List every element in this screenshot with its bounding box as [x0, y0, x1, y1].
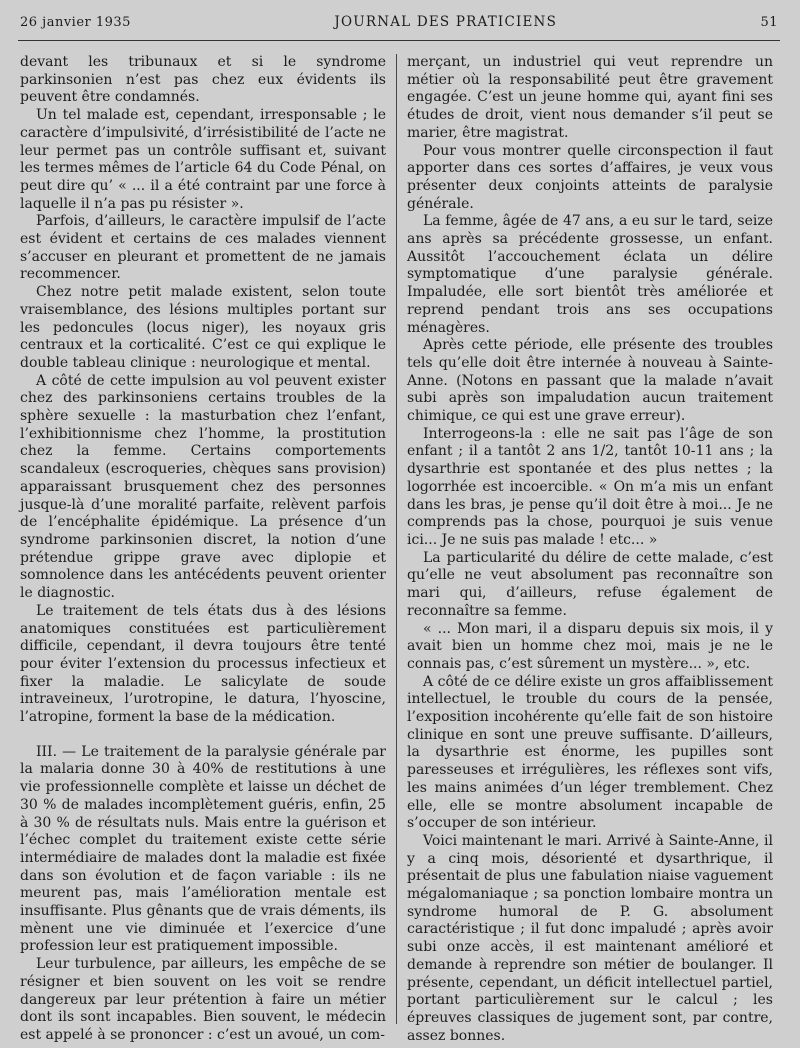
- section-paragraph: III. — Le traitement de la paralysie générale par la malaria donne 30 à 40% de restitutions à une vie professionnelle complète et laisse un déchet de 30 % de malades incomplètement guéris, enfin, 25 à 30 % de résultats nuls. Mais entre la guérison et l’échec complet du traitement existe cette série intermédiaire de malades dont la maladie est fixée dans son évolution et de façon variable : ils ne meurent pas, mais l’amélioration mentale est insuffisante. Plus gênants que de vrais déments, ils mènent une vie diminuée et l’exercice d’une profession leur est pratiquement impossible.: [20, 743, 386, 955]
- paragraph: A côté de cette impulsion au vol peuvent exister chez des parkinsoniens certains troubles de la sphère sexuelle : la masturbation chez l’enfant, l’exhibitionnisme chez l’homme, la prostitution chez la femme. Certains comportements scandaleux (escroqueries, chèques sans provision) apparaissant brusquement chez des personnes jusque-là d’une moralité parfaite, relèvent parfois de l’encéphalite épidémique. La présence d’un syndrome parkinsonien discret, la notion d’une prétendue grippe grave avec diplopie et somnolence dans les antécédents peuvent orienter le diagnostic.: [20, 372, 386, 602]
- left-column: [20, 54, 396, 1043]
- page-header: [20, 14, 778, 32]
- paragraph: Le traitement de tels états dus à des lésions anatomiques constituées est particulièrement difficile, cependant, il devra toujours être tenté pour éviter l’extension du processus infectieux et fixer la maladie. Le salicylate de soude intraveineux, l’urotropine, le datura, l’hyoscine, l’atropine, forment la base de la médication.: [20, 602, 386, 726]
- paragraph: Parfois, d’ailleurs, le caractère impulsif de l’acte est évident et certains de ces malades viennent s’accuser en pleurant et promettent de ne jamais recommencer.: [20, 213, 386, 283]
- paragraph: Leur turbulence, par ailleurs, les empêche de se résigner et bien souvent on les voit se rendre dangereux par leur prétention à faire un métier dont ils sont incapables. Bien souvent, le médecin est appelé à se prononcer : c’est un avoué, un com-: [20, 956, 386, 1043]
- header-date: 26 janvier 1935: [20, 15, 131, 30]
- paragraph: Voici maintenant le mari. Arrivé à Sainte-Anne, il y a cinq mois, désorienté et dysarthrique, il présentait de plus une fabulation niaise vaguement mégalomaniaque ; sa ponction lombaire montra un syndrome humoral de P. G. absolument caractéristique ; il fut donc impaludé ; après avoir subi onze accès, il est maintenant amélioré et demande à reprendre son métier de boulanger. Il présente, cependant, un déficit intellectuel partiel, portant particulièrement sur le calcul ; les épreuves classiques de jugement sont, par contre, assez bonnes.: [407, 832, 773, 1044]
- journal-title: JOURNAL DES PRATICIENS: [334, 14, 558, 30]
- paragraph: A côté de ce délire existe un gros affaiblissement intellectuel, le trouble du cours de la pensée, l’exposition incohérente qu’elle fait de son histoire clinique en sont une preuve suffisante. D’ailleurs, la dysarthrie est énorme, les pupilles sont paresseuses et irrégulières, les réflexes sont vifs, les mains animées d’un léger tremblement. Chez elle, elle se montre absolument incapable de s’occuper de son intérieur.: [407, 673, 773, 832]
- paragraph: merçant, un industriel qui veut reprendre un métier où la responsabilité peut être gravement engagée. C’est un jeune homme qui, ayant fini ses études de droit, vient nous demander s’il peut se marier, être magistrat.: [407, 54, 773, 141]
- paragraph: La particularité du délire de cette malade, c’est qu’elle ne veut absolument pas reconnaître son mari qui, d’ailleurs, refuse également de reconnaître sa femme.: [407, 549, 773, 619]
- page-number: 51: [760, 15, 778, 30]
- paragraph: Interrogeons-la : elle ne sait pas l’âge de son enfant ; il a tantôt 2 ans 1/2, tantôt 10-11 ans ; la dysarthrie est spontanée et des plus nettes ; la logorrhée est incoercible. « On m’a mis un enfant dans les bras, je pense qu’il doit être à moi... Je ne comprends pas la chose, pourquoi je suis venue ici... Je ne suis pas malade ! etc... »: [407, 425, 773, 548]
- paragraph: Pour vous montrer quelle circonspection il faut apporter dans ces sortes d’affaires, je veux vous présenter deux conjoints atteints de paralysie générale.: [407, 142, 773, 212]
- paragraph: Après cette période, elle présente des troubles tels qu’elle doit être internée à nouveau à Sainte-Anne. (Notons en passant que la malade n’avait subi après son impaludation aucun traitement chimique, ce qui est une grave erreur).: [407, 337, 773, 425]
- text-columns: [20, 54, 778, 1044]
- header-rule: [18, 40, 780, 41]
- paragraph: Chez notre petit malade existent, selon toute vraisemblance, des lésions multiples portant sur les pedoncules (locus niger), les noyaux gris centraux et la corticalité. C’est ce qui explique le double tableau clinique : neurologique et mental.: [20, 284, 386, 371]
- paragraph: devant les tribunaux et si le syndrome parkinsonien n’est pas chez eux évidents ils peuvent être condamnés.: [20, 54, 386, 106]
- paragraph: « ... Mon mari, il a disparu depuis six mois, il y avait bien un homme chez moi, mais je ne le connais pas, c’est sûrement un mystère... », etc.: [407, 620, 773, 672]
- paragraph: La femme, âgée de 47 ans, a eu sur le tard, seize ans après sa précédente grossesse, un enfant. Aussitôt l’accouchement éclata un délire symptomatique d’une paralysie générale. Impaludée, elle sort bientôt très améliorée et reprend pendant trois ans ses occupations ménagères.: [407, 213, 773, 336]
- paragraph: Un tel malade est, cependant, irresponsable ; le caractère d’impulsivité, d’irrésistibilité de l’acte ne leur permet pas un contrôle suffisant et, suivant les termes mêmes de l’article 64 du Code Pénal, on peut dire qu’ « ... il a été contraint par une force à laquelle il n’a pas pu résister ».: [20, 107, 386, 212]
- right-column: [396, 54, 773, 1044]
